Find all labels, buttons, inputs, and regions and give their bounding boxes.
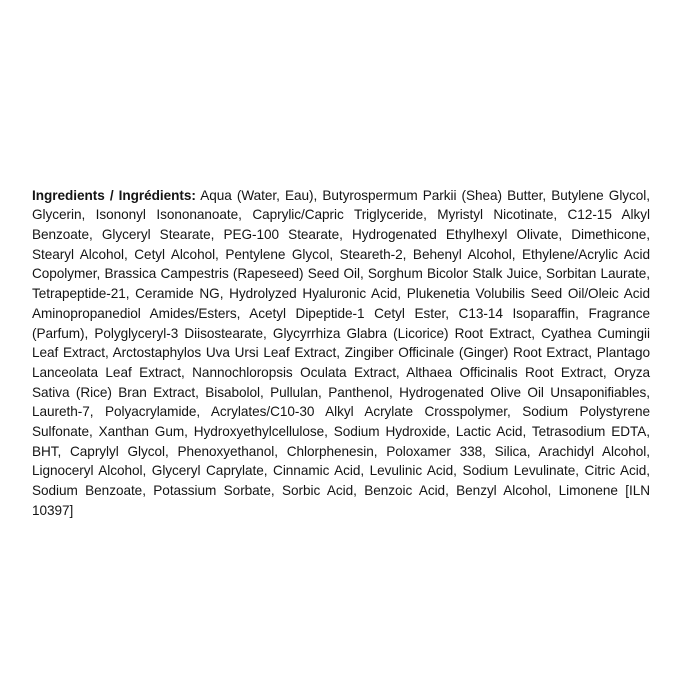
ingredients-paragraph	[32, 186, 650, 521]
ingredients-list-text: Aqua (Water, Eau), Butyrospermum Parkii (Shea) Butter, Butylene Glycol, Glycerin, Isononyl Isononanoate, Caprylic/Capric Triglyceride, Myristyl Nicotinate, C12-15 Alkyl Benzoate, Glyceryl Stearate, PEG-100 Stearate, Hydrogenated Ethylhexyl Olivate, Dimethicone, Stearyl Alcohol, Cetyl Alcohol, Pentylene Glycol, Steareth-2, Behenyl Alcohol, Ethylene/Acrylic Acid Copolymer, Brassica Campestris (Rapeseed) Seed Oil, Sorghum Bicolor Stalk Juice, Sorbitan Laurate, Tetrapeptide-21, Ceramide NG, Hydrolyzed Hyaluronic Acid, Plukenetia Volubilis Seed Oil/Oleic Acid Aminopropanediol Amides/Esters, Acetyl Dipeptide-1 Cetyl Ester, C13-14 Isoparaffin, Fragrance (Parfum), Polyglyceryl-3 Diisostearate, Glycyrrhiza Glabra (Licorice) Root Extract, Cyathea Cumingii Leaf Extract, Arctostaphylos Uva Ursi Leaf Extract, Zingiber Officinale (Ginger) Root Extract, Plantago Lanceolata Leaf Extract, Nannochloropsis Oculata Extract, Althaea Officinalis Root Extract, Oryza Sativa (Rice) Bran Extract, Bisabolol, Pullulan, Panthenol, Hydrogenated Olive Oil Unsaponifiables, Laureth-7, Polyacrylamide, Acrylates/C10-30 Alkyl Acrylate Crosspolymer, Sodium Polystyrene Sulfonate, Xanthan Gum, Hydroxyethylcellulose, Sodium Hydroxide, Lactic Acid, Tetrasodium EDTA, BHT, Caprylyl Glycol, Phenoxyethanol, Chlorphenesin, Poloxamer 338, Silica, Arachidyl Alcohol, Lignoceryl Alcohol, Glyceryl Caprylate, Cinnamic Acid, Levulinic Acid, Sodium Levulinate, Citric Acid, Sodium Benzoate, Potassium Sorbate, Sorbic Acid, Benzoic Acid, Benzyl Alcohol, Limonene [ILN 10397]	[32, 187, 650, 518]
ingredients-label: Ingredients / Ingrédients:	[32, 187, 196, 203]
